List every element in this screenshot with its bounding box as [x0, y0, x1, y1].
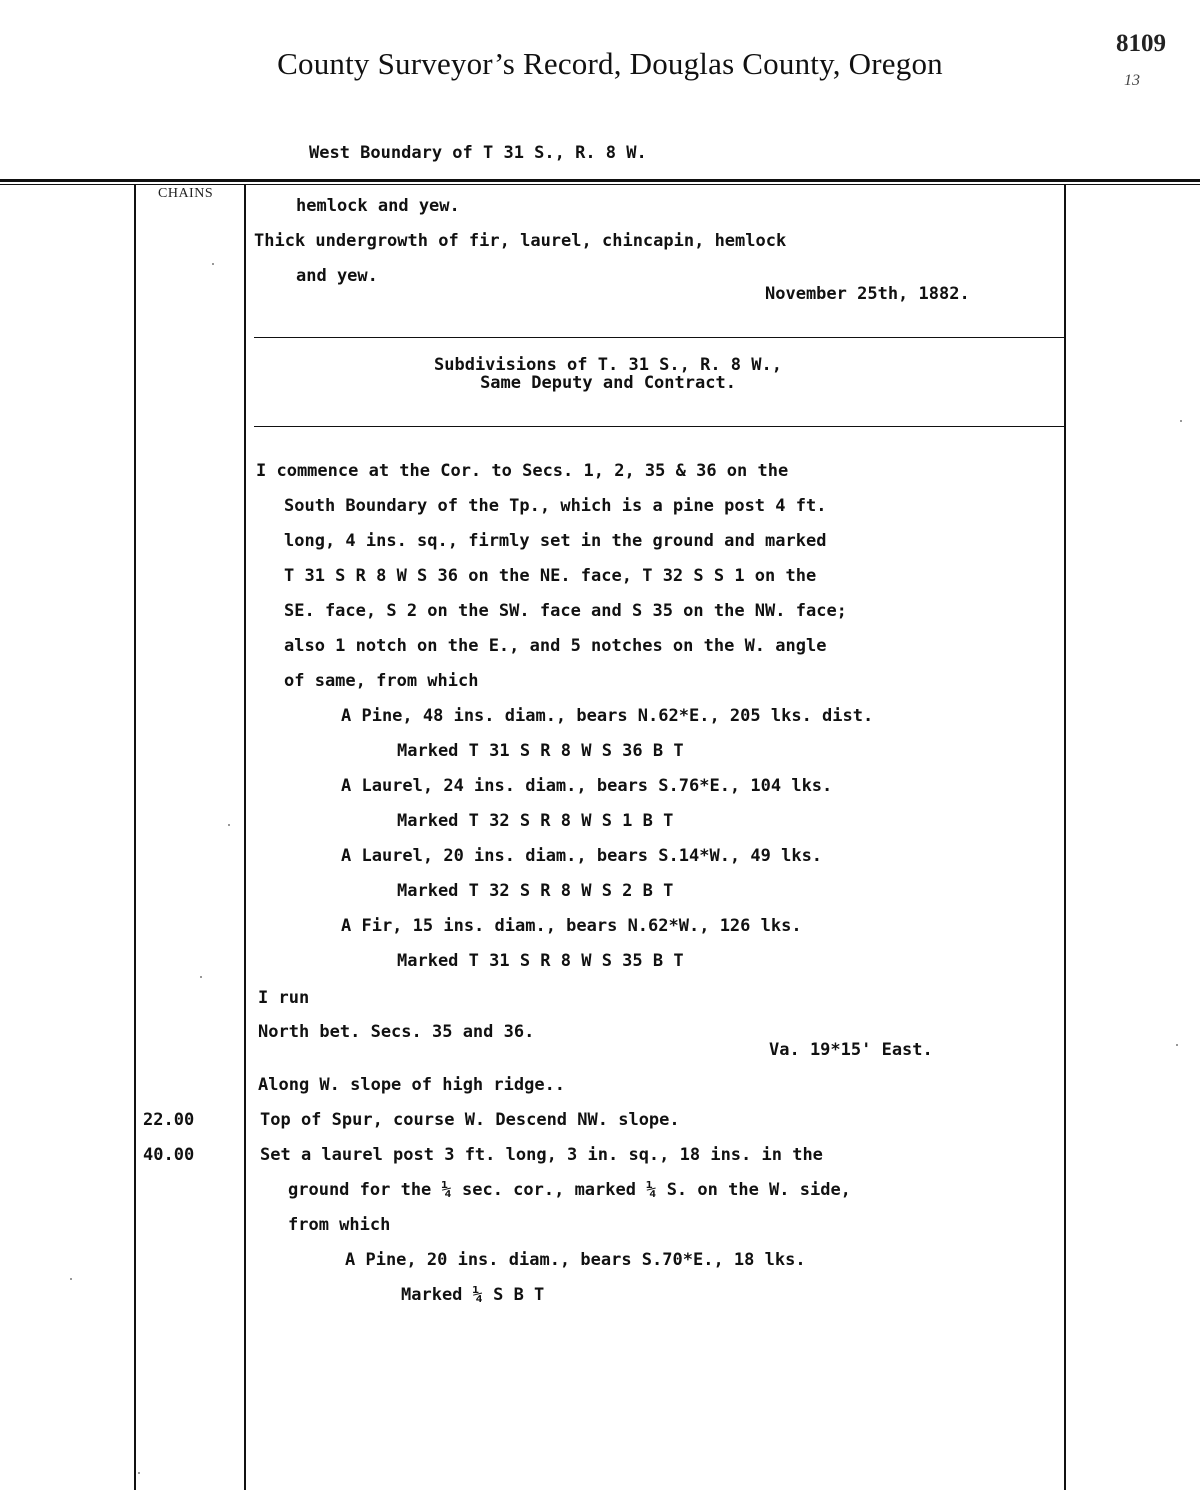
quarter-corner-line: ground for the ¼ sec. cor., marked ¼ S. on the W. side,	[288, 1180, 851, 1200]
magnetic-variation: Va. 19*15' East.	[769, 1040, 933, 1060]
bearing-tree-description: A Fir, 15 ins. diam., bears N.62*W., 126 lks.	[341, 916, 802, 936]
chain-entry-text: Set a laurel post 3 ft. long, 3 in. sq., 18 ins. in the	[260, 1145, 823, 1165]
run-direction: North bet. Secs. 35 and 36.	[258, 1022, 535, 1042]
bearing-tree-marking: Marked T 31 S R 8 W S 35 B T	[397, 951, 684, 971]
bearing-tree-marking: Marked ¼ S B T	[401, 1285, 545, 1305]
bearing-tree-description: A Laurel, 24 ins. diam., bears S.76*E., 104 lks.	[341, 776, 833, 796]
corner-description-line: SE. face, S 2 on the SW. face and S 35 on the NW. face;	[284, 601, 847, 621]
corner-description-line: of same, from which	[284, 671, 479, 691]
margin-speck	[1176, 1044, 1178, 1046]
chains-column-header: CHAINS	[158, 186, 214, 201]
chain-distance: 22.00	[143, 1110, 195, 1130]
quarter-corner-line: from which	[288, 1215, 391, 1235]
bearing-tree-description: A Pine, 20 ins. diam., bears S.70*E., 18 lks.	[345, 1250, 806, 1270]
subdivision-bottom-rule	[254, 426, 1064, 427]
corner-description-line: long, 4 ins. sq., firmly set in the ground and marked	[284, 531, 827, 551]
section-subtitle: West Boundary of T 31 S., R. 8 W.	[309, 143, 647, 163]
margin-speck	[228, 824, 230, 826]
corner-description-line: T 31 S R 8 W S 36 on the NE. face, T 32 S S 1 on the	[284, 566, 817, 586]
bearing-tree-marking: Marked T 32 S R 8 W S 2 B T	[397, 881, 674, 901]
corner-description-line: South Boundary of the Tp., which is a pine post 4 ft.	[284, 496, 827, 516]
run-statement: I run	[258, 988, 310, 1008]
text-column-right-rule	[1064, 184, 1066, 1490]
bearing-tree-description: A Pine, 48 ins. diam., bears N.62*E., 205 lks. dist.	[341, 706, 874, 726]
subdivision-subheading: Same Deputy and Contract.	[480, 373, 736, 393]
corner-description-line: I commence at the Cor. to Secs. 1, 2, 35 & 36 on the	[256, 461, 789, 481]
top-thin-rule	[0, 184, 1200, 185]
entry-date: November 25th, 1882.	[765, 284, 970, 304]
bearing-tree-description: A Laurel, 20 ins. diam., bears S.14*W., 49 lks.	[341, 846, 823, 866]
bearing-tree-marking: Marked T 31 S R 8 W S 36 B T	[397, 741, 684, 761]
margin-speck	[1180, 420, 1182, 422]
chains-column-right-rule	[244, 184, 246, 1490]
pencil-annotation: 13	[1124, 72, 1140, 89]
margin-speck	[138, 1472, 140, 1474]
continuation-line: hemlock and yew.	[296, 196, 460, 216]
run-terrain-note: Along W. slope of high ridge..	[258, 1075, 566, 1095]
page-number: 8109	[1116, 30, 1166, 57]
chain-entry-text: Top of Spur, course W. Descend NW. slope.	[260, 1110, 680, 1130]
continuation-line: Thick undergrowth of fir, laurel, chincapin, hemlock	[254, 231, 787, 251]
margin-speck	[212, 263, 214, 265]
margin-speck	[70, 1278, 72, 1280]
subdivision-top-rule	[254, 337, 1064, 338]
chains-column-left-rule	[134, 184, 136, 1490]
margin-speck	[200, 976, 202, 978]
top-double-rule	[0, 179, 1200, 182]
continuation-line: and yew.	[296, 266, 378, 286]
subdivision-heading: Subdivisions of T. 31 S., R. 8 W.,	[434, 355, 782, 375]
chain-distance: 40.00	[143, 1145, 195, 1165]
bearing-tree-marking: Marked T 32 S R 8 W S 1 B T	[397, 811, 674, 831]
record-title: County Surveyor’s Record, Douglas County, Oregon	[277, 46, 943, 81]
corner-description-line: also 1 notch on the E., and 5 notches on the W. angle	[284, 636, 827, 656]
